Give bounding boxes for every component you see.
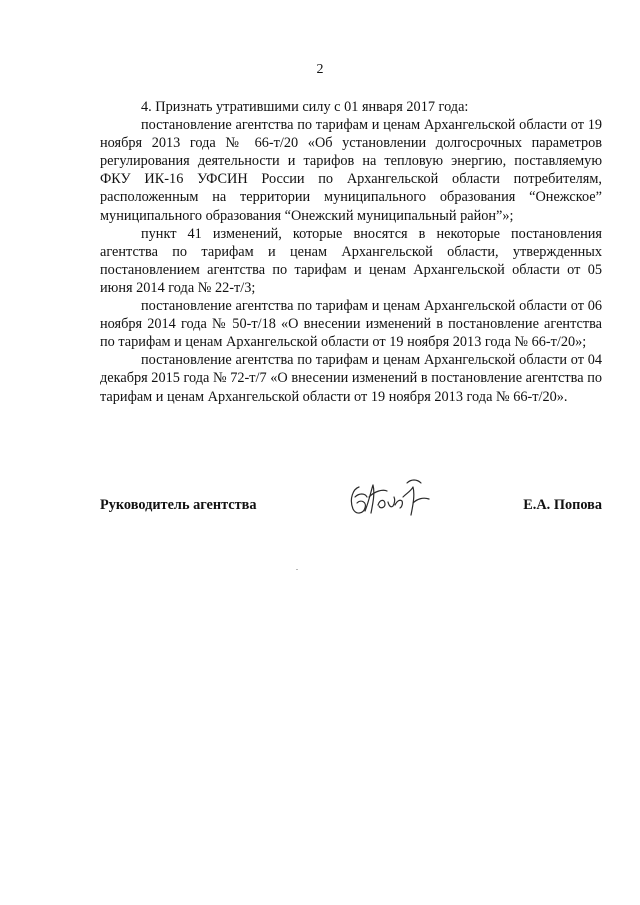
- paragraph-item-4: 4. Признать утратившими силу с 01 января 2017 года:: [141, 99, 469, 115]
- paragraph-resolution-66-t-20: постановление агентства по тарифам и ценам Архангельской области от 19 ноября 2013 года № 66-т/20 «Об установлении долгосрочных параметров регулирования деятельности и тарифов на тепловую энергию, поставляемую ФКУ ИК-16 УФСИН России по Архангельской области потребителям, расположенным на территории муниципального образования “Онежское” муниципального образования “Онежский муниципальный район”»;: [100, 117, 602, 224]
- signatory-title: Руководитель агентства: [100, 497, 257, 513]
- scan-artifact: [296, 569, 298, 570]
- page-number: 2: [316, 62, 324, 77]
- signatory-name: Е.А. Попова: [523, 497, 602, 513]
- document-body: [100, 98, 602, 406]
- handwritten-signature-icon: [345, 475, 435, 523]
- paragraph-resolution-50-t-18: постановление агентства по тарифам и ценам Архангельской области от 06 ноября 2014 года № 50-т/18 «О внесении изменений в постановление агентства по тарифам и ценам Архангельской области от 19 ноября 2013 года № 66-т/20»;: [100, 298, 602, 351]
- paragraph-point-41: пункт 41 изменений, которые вносятся в некоторые постановления агентства по тарифам и ценам Архангельской области, утвержденных постановлением агентства по тарифам и ценам Архангельской области от 05 июня 2014 года № 22-т/3;: [100, 225, 602, 296]
- signature-block: [100, 497, 602, 537]
- paragraph-resolution-72-t-7: постановление агентства по тарифам и ценам Архангельской области от 04 декабря 2015 года № 72-т/7 «О внесении изменений в постановление агентства по тарифам и ценам Архангельской области от 19 ноября 2013 года № 66-т/20».: [100, 352, 602, 405]
